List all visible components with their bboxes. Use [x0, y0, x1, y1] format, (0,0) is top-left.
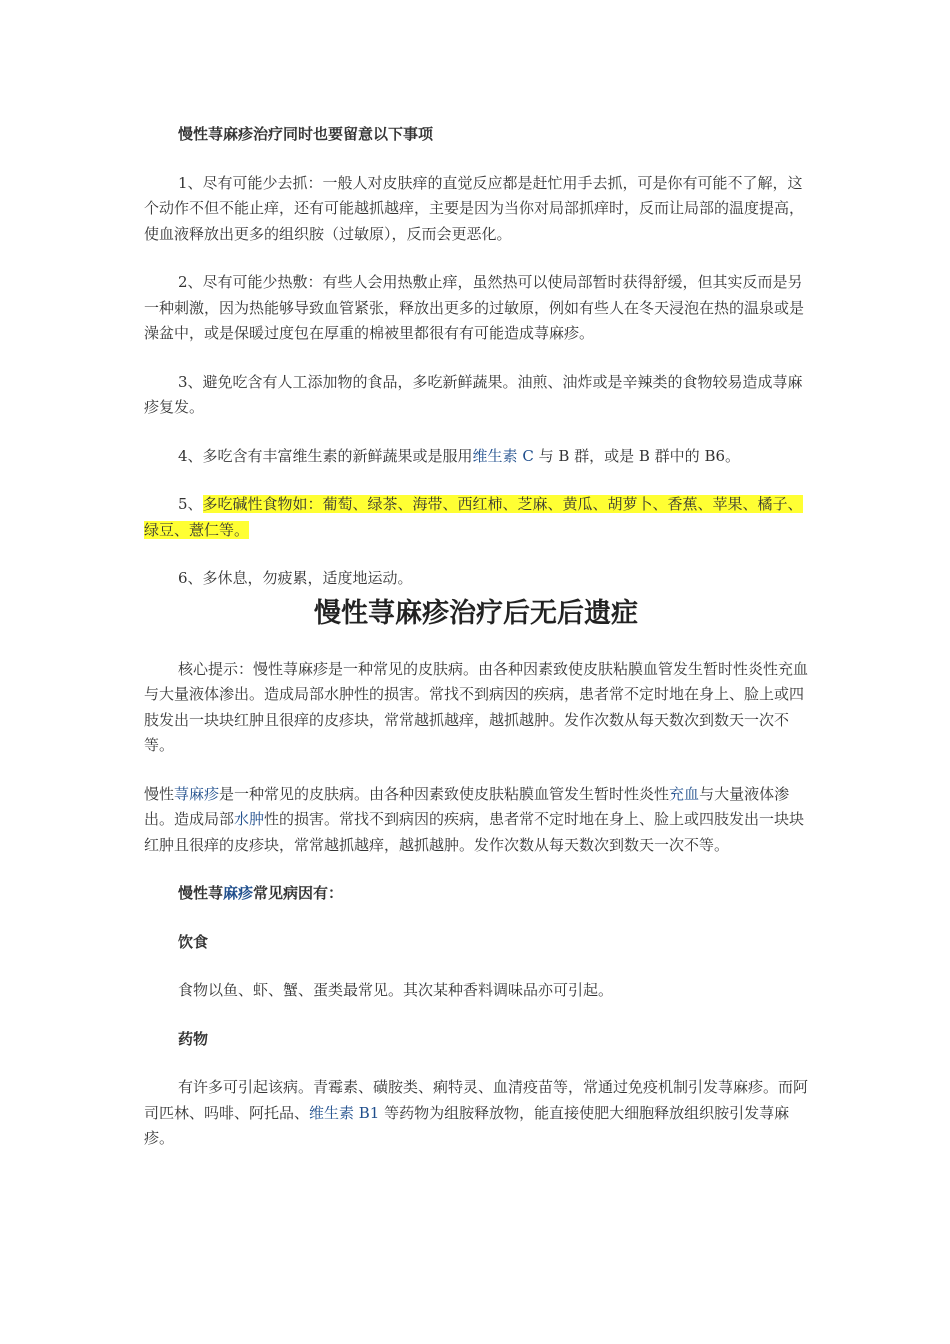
- document-content: [144, 122, 808, 1152]
- core-summary-paragraph: 核心提示：慢性荨麻疹是一种常见的皮肤病。由各种因素致使皮肤粘膜血管发生暂时性炎性充血与大量液体渗出。造成局部水肿性的损害。常找不到病因的疾病，患者常不定时地在身上、脸上或四肢发出一块块红肿且很痒的皮疹块，常常越抓越痒，越抓越肿。发作次数从每天数次到数天一次不等。: [144, 659, 809, 754]
- drug-heading: 药物: [178, 1029, 209, 1048]
- causes-heading: [144, 881, 808, 907]
- body-text-3: 与大量液体渗出。造成局部: [144, 784, 790, 828]
- drug-text-2: 等药物为组胺释放物，能直接使肥大细胞释放组织胺引发荨麻疹。: [144, 1103, 790, 1147]
- diet-heading: 饮食: [178, 932, 209, 951]
- precaution-item-5: [144, 492, 808, 543]
- precaution-item-6: 6、多休息，勿疲累，适度地运动。: [178, 569, 413, 587]
- body-paragraph: [144, 782, 808, 859]
- causes-heading-text-2: 常见病因有：: [253, 884, 344, 902]
- drug-paragraph: [144, 1075, 808, 1152]
- diet-paragraph: 食物以鱼、虾、蟹、蛋类最常见。其次某种香料调味品亦可引起。: [178, 981, 614, 999]
- causes-heading-text-1: 慢性荨: [178, 884, 224, 902]
- section-heading-precautions: 慢性荨麻疹治疗同时也要留意以下事项: [178, 125, 434, 143]
- body-text-4: 性的损害。常找不到病因的疾病，患者常不定时地在身上、脸上或四肢发出一块块红肿且很痒的皮疹块，常常越抓越痒，越抓越肿。发作次数从每天数次到数天一次不等。: [144, 810, 805, 854]
- body-text-1: 慢性: [144, 784, 175, 803]
- highlighted-alkaline-foods: 多吃碱性食物如：葡萄、绿茶、海带、西红柿、芝麻、黄瓜、胡萝卜、香蕉、苹果、橘子、绿豆、薏仁等。: [144, 495, 803, 539]
- precaution-item-1: 1、尽有可能少去抓：一般人对皮肤痒的直觉反应都是赶忙用手去抓，可是你有可能不了解，这个动作不但不能止痒，还有可能越抓越痒，主要是因为当你对局部抓痒时，反而让局部的温度提高，使血液释放出更多的组织胺（过敏原），反而会更恶化。: [144, 173, 805, 243]
- precaution-item-4: [144, 444, 808, 470]
- vitamin-c-link[interactable]: 维生素 C: [472, 446, 534, 465]
- urticaria-link[interactable]: 荨麻疹: [174, 784, 220, 803]
- edema-link[interactable]: 水肿: [234, 810, 265, 828]
- precaution-item-3: 3、避免吃含有人工添加物的食品，多吃新鲜蔬果。油煎、油炸或是辛辣类的食物较易造成荨麻疹复发。: [144, 372, 803, 416]
- congestion-link[interactable]: 充血: [669, 784, 700, 803]
- article-title: 慢性荨麻疹治疗后无后遗症: [314, 597, 638, 629]
- item4-text-b: 与 B 群，或是 B 群中的 B6。: [533, 446, 741, 465]
- item5-prefix: 5、: [178, 495, 203, 513]
- vitamin-b1-link[interactable]: 维生素 B1: [309, 1103, 380, 1122]
- item4-text-a: 4、多吃含有丰富维生素的新鲜蔬果或是服用: [178, 446, 473, 465]
- body-text-2: 是一种常见的皮肤病。由各种因素致使皮肤粘膜血管发生暂时性炎性: [219, 784, 670, 803]
- precaution-item-2: 2、尽有可能少热敷：有些人会用热敷止痒，虽然热可以使局部暂时获得舒缓，但其实反而是另一种刺激，因为热能够导致血管紧张，释放出更多的过敏原，例如有些人在冬天浸泡在热的温泉或是澡盆中，或是保暖过度包在厚重的棉被里都很有有可能造成荨麻疹。: [144, 273, 805, 342]
- measles-link[interactable]: 麻疹: [223, 884, 254, 902]
- drug-text-1: 有许多可引起该病。青霉素、磺胺类、痢特灵、血清疫苗等，常通过免疫机制引发荨麻疹。而阿司匹林、吗啡、阿托品、: [144, 1078, 809, 1122]
